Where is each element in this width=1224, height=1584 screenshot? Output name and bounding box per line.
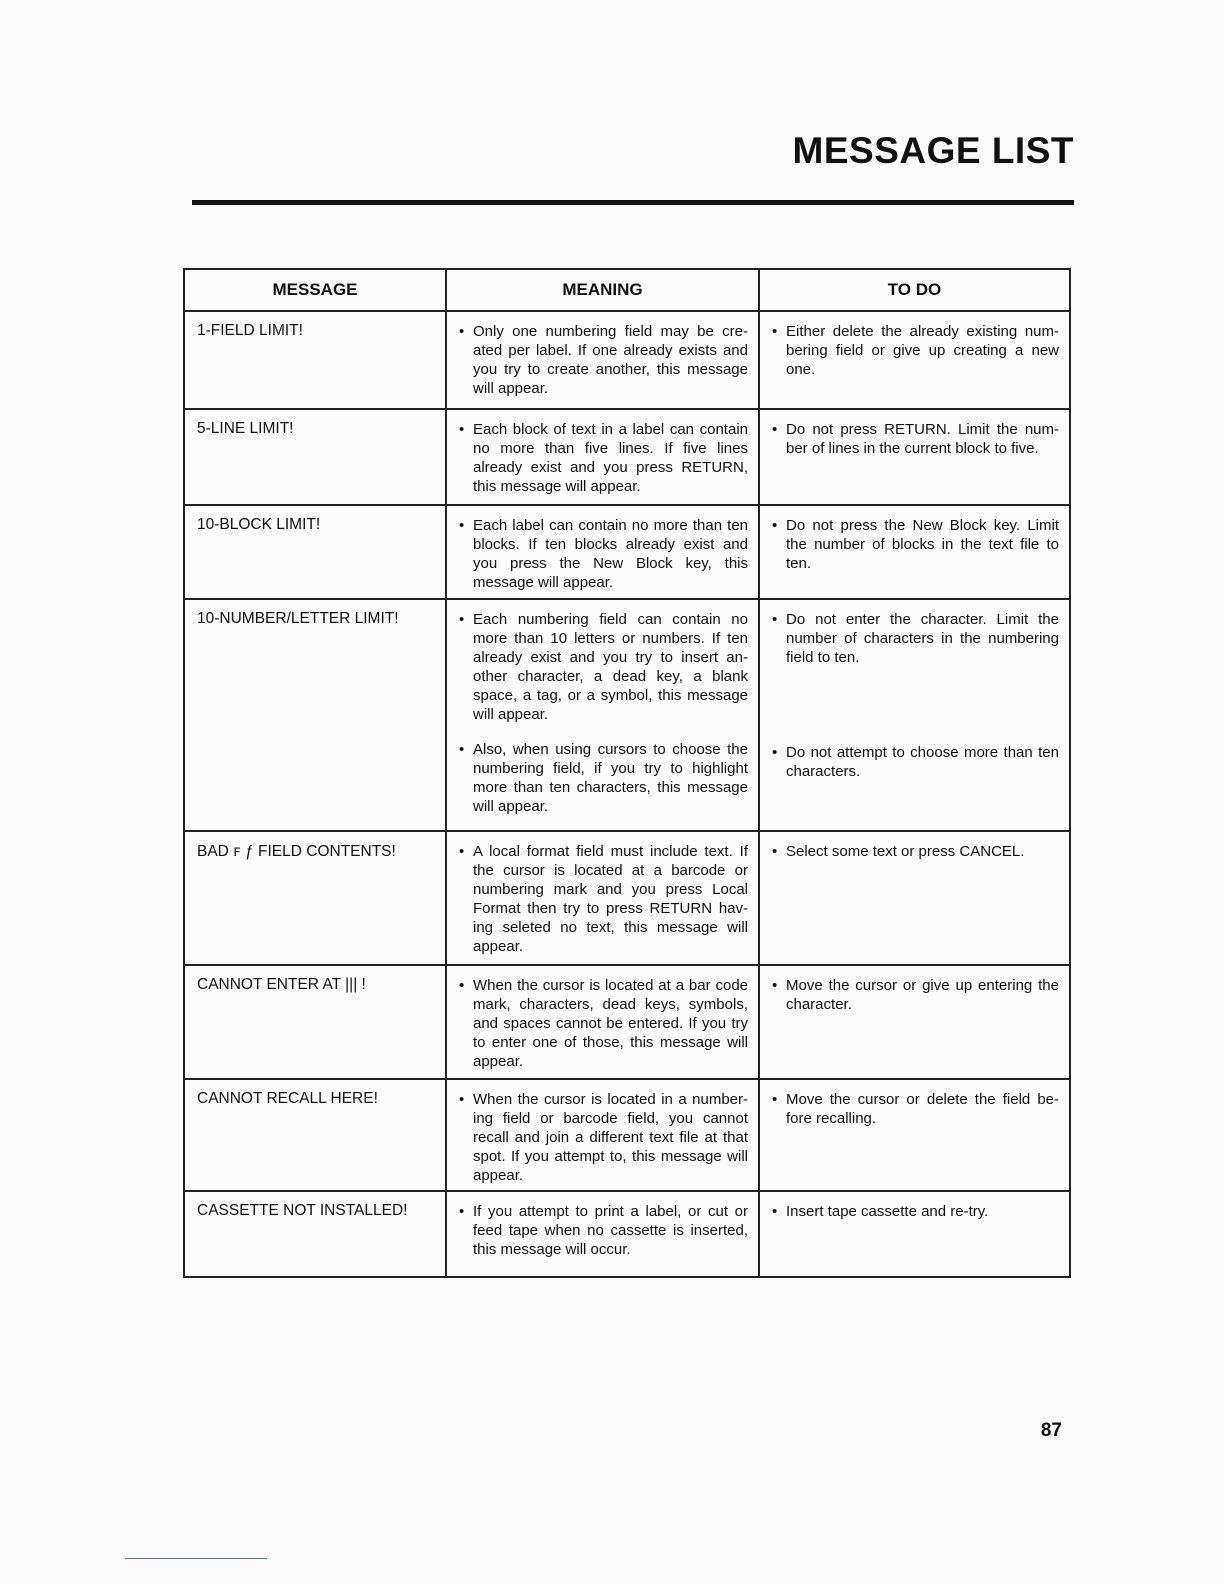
table-row: [185, 312, 1069, 410]
header-meaning: MEANING: [447, 270, 760, 310]
todo-text: Do not press the New Block key. Limit the number of blocks in the text file to ten.: [786, 517, 1059, 572]
meaning-text: Only one numbering field may be cre-ated per label. If one already exists and you try to create another, this message will appear.: [473, 323, 748, 397]
todo-cell: • Do not press the New Block key. Limit the number of blocks in the text file to ten.: [772, 517, 1059, 572]
page-title: MESSAGE LIST: [792, 130, 1074, 171]
table-row: [185, 1080, 1069, 1192]
meaning-cell: • Only one numbering field may be cre-ated per label. If one already exists and you try to create another, this message will appear.: [447, 312, 760, 408]
footer-line: [125, 1558, 267, 1559]
table-row: [185, 600, 1069, 832]
table-row: [185, 832, 1069, 966]
todo-cell: • Do not enter the character. Limit the number of characters in the numbering field to ten. • Do not attempt to choose more than ten characters.: [772, 611, 1059, 780]
todo-text: Do not enter the character. Limit the number of characters in the numbering field to ten.: [786, 611, 1059, 666]
table-row: [185, 506, 1069, 600]
header-todo: TO DO: [887, 280, 942, 299]
meaning-cell: • When the cursor is located at a bar code mark, characters, dead keys, symbols, and spaces cannot be entered. If you try to enter one of those, this message will appear.: [447, 966, 760, 1078]
message-cell: CASSETTE NOT INSTALLED!: [185, 1192, 447, 1276]
meaning-text: When the cursor is located at a bar code mark, characters, dead keys, symbols, and spaces cannot be entered. If you try to enter one of those, this message will appear.: [473, 977, 748, 1070]
todo-text: Do not attempt to choose more than ten characters.: [786, 744, 1059, 780]
meaning-text: Each block of text in a label can contain no more than five lines. If five lines already exist and you press RETURN, this message will appear.: [473, 421, 748, 495]
table-row: [185, 966, 1069, 1080]
todo-cell: • Select some text or press CANCEL.: [760, 832, 1069, 964]
meaning-text: Also, when using cursors to choose the numbering field, if you try to highlight more than ten characters, this message will appear.: [473, 741, 748, 815]
title-rule: [192, 200, 1074, 205]
todo-cell: • Do not press RETURN. Limit the num-ber of lines in the current block to five.: [772, 421, 1059, 457]
meaning-text: If you attempt to print a label, or cut or feed tape when no cassette is inserted, this message will occur.: [473, 1203, 748, 1258]
meaning-text: When the cursor is located in a number-ing field or barcode field, you cannot recall and join a different text file at that spot. If you attempt to, this message will appear.: [473, 1091, 748, 1184]
todo-cell: • Either delete the already existing num-bering field or give up creating a new one.: [772, 323, 1059, 378]
todo-text: Insert tape cassette and re-try.: [786, 1203, 989, 1220]
todo-text: Move the cursor or delete the field be-fore recalling.: [786, 1091, 1059, 1127]
table-row: [185, 410, 1069, 506]
meaning-cell: • Each label can contain no more than ten blocks. If ten blocks already exist and you press the New Block key, this message will appear.: [447, 506, 760, 598]
meaning-cell: • A local format field must include text. If the cursor is located at a barcode or numbering mark and you press Local Format then try to press RETURN hav-ing seleted no text, this message will appear.: [447, 832, 760, 964]
page-number: 87: [1040, 1420, 1062, 1441]
table-header-row: [185, 270, 1069, 312]
message-cell: BAD ꜰ ƒ FIELD CONTENTS!: [185, 832, 447, 964]
message-cell: 10-NUMBER/LETTER LIMIT!: [185, 600, 447, 830]
message-table: [183, 268, 1071, 1278]
todo-text: Select some text or press CANCEL.: [786, 843, 1025, 860]
meaning-cell: • Each block of text in a label can contain no more than five lines. If five lines already exist and you press RETURN, this message will appear.: [447, 410, 760, 504]
table-row: [185, 1192, 1069, 1276]
meaning-cell: • When the cursor is located in a number-ing field or barcode field, you cannot recall and join a different text file at that spot. If you attempt to, this message will appear.: [447, 1080, 760, 1190]
message-cell: CANNOT RECALL HERE!: [185, 1080, 447, 1190]
todo-text: Either delete the already existing num-bering field or give up creating a new one.: [786, 323, 1059, 378]
message-cell: 1-FIELD LIMIT!: [185, 312, 447, 408]
todo-cell: • Insert tape cassette and re-try.: [760, 1192, 1069, 1276]
todo-text: Do not press RETURN. Limit the num-ber of lines in the current block to five.: [786, 421, 1059, 457]
meaning-cell: • Each numbering field can contain no more than 10 letters or numbers. If ten already exist and you try to insert an-other character, a dead key, a blank space, a tag, or a symbol, this message will appear. • Also, when using cursors to choose the numbering field, if you try to highlight more than ten characters, this message will appear.: [447, 600, 760, 830]
todo-cell: • Move the cursor or delete the field be-fore recalling.: [772, 1091, 1059, 1127]
todo-cell: • Move the cursor or give up entering the character.: [772, 977, 1059, 1013]
meaning-text: Each numbering field can contain no more than 10 letters or numbers. If ten already exist and you try to insert an-other character, a dead key, a blank space, a tag, or a symbol, this message will appear.: [473, 611, 748, 723]
todo-text: Move the cursor or give up entering the character.: [786, 977, 1059, 1013]
meaning-text: A local format field must include text. If the cursor is located at a barcode or numbering mark and you press Local Format then try to press RETURN hav-ing seleted no text, this message will appear.: [473, 843, 748, 955]
header-message: MESSAGE: [185, 270, 447, 310]
message-cell: 5-LINE LIMIT!: [185, 410, 447, 504]
meaning-text: Each label can contain no more than ten blocks. If ten blocks already exist and you press the New Block key, this message will appear.: [473, 517, 748, 591]
message-cell: CANNOT ENTER AT ||| !: [185, 966, 447, 1078]
meaning-cell: • If you attempt to print a label, or cut or feed tape when no cassette is inserted, this message will occur.: [447, 1192, 760, 1276]
message-cell: 10-BLOCK LIMIT!: [185, 506, 447, 598]
